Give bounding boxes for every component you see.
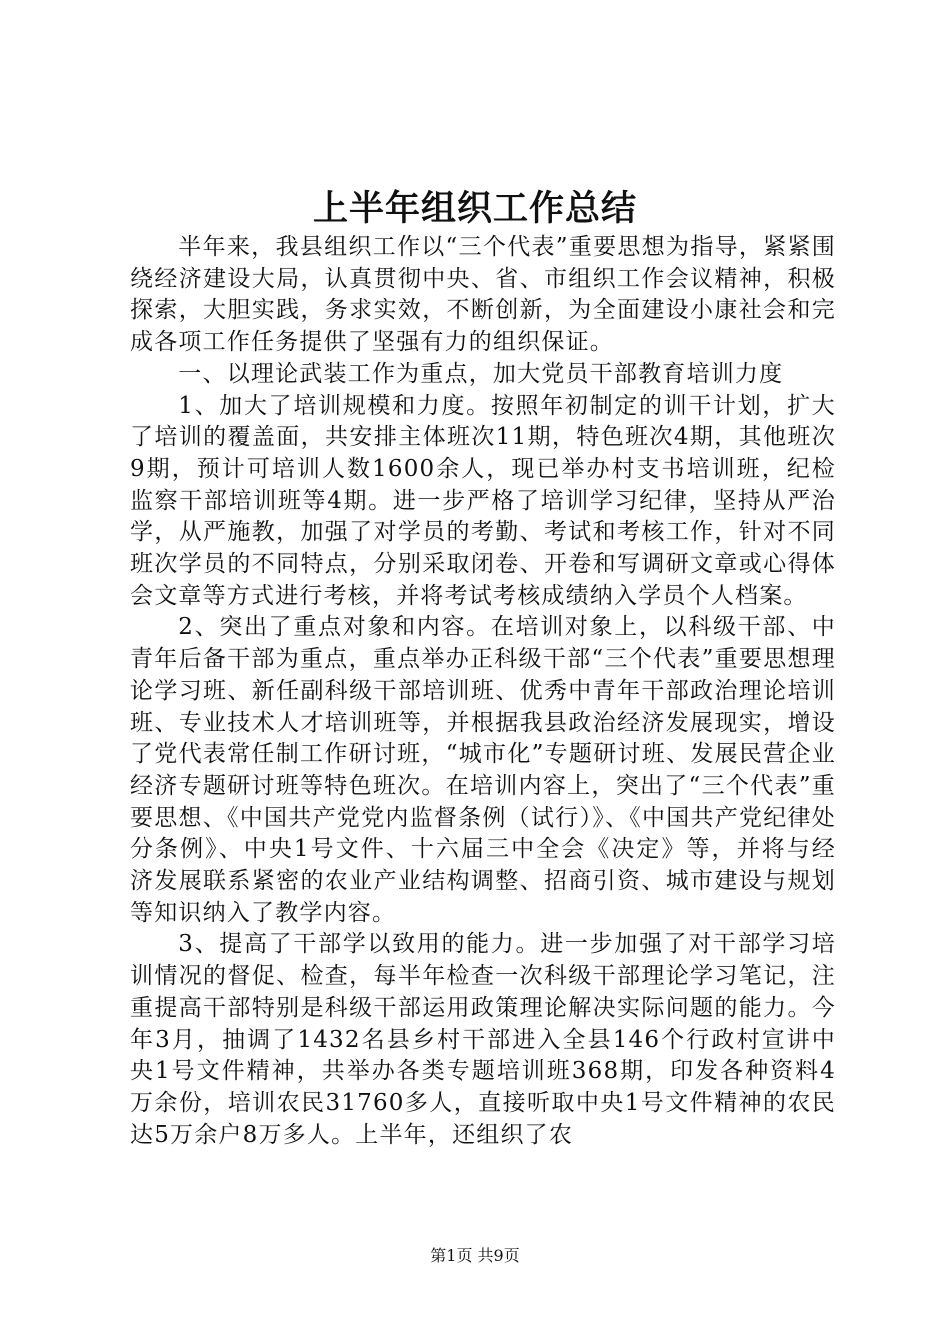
page-total: 共9页	[477, 1246, 520, 1265]
page-number: 第1页	[430, 1246, 473, 1265]
page-footer	[0, 1245, 950, 1267]
section-heading-1: 一、以理论武装工作为重点，加大党员干部教育培训力度	[178, 360, 784, 387]
document-body	[130, 232, 836, 1151]
paragraph-item-2: 2、突出了重点对象和内容。在培训对象上，以科级干部、中青年后备干部为重点，重点举办正科级干部“三个代表”重要思想理论学习班、新任副科级干部培训班、优秀中青年干部政治理论培训班、专业技术人才培训班等，并根据我县政治经济发展现实，增设了党代表常任制工作研讨班，“城市化”专题研讨班、发展民营企业经济专题研讨班等特色班次。在培训内容上，突出了“三个代表”重要思想、《中国共产党党内监督条例（试行）》、《中国共产党纪律处分条例》、中央1号文件、十六届三中全会《决定》等，并将与经济发展联系紧密的农业产业结构调整、招商引资、城市建设与规划等知识纳入了教学内容。	[130, 614, 836, 926]
paragraph-item-1: 1、加大了培训规模和力度。按照年初制定的训干计划，扩大了培训的覆盖面，共安排主体班次11期，特色班次4期，其他班次9期，预计可培训人数1600余人，现已举办村支书培训班，纪检监察干部培训班等4期。进一步严格了培训学习纪律，坚持从严治学，从严施教，加强了对学员的考勤、考试和考核工作，针对不同班次学员的不同特点，分别采取闭卷、开卷和写调研文章或心得体会文章等方式进行考核，并将考试考核成绩纳入学员个人档案。	[130, 392, 836, 609]
paragraph-intro: 半年来，我县组织工作以“三个代表”重要思想为指导，紧紧围绕经济建设大局，认真贯彻中央、省、市组织工作会议精神，积极探索，大胆实践，务求实效，不断创新，为全面建设小康社会和完成各项工作任务提供了坚强有力的组织保证。	[130, 234, 836, 356]
paragraph-item-3: 3、提高了干部学以致用的能力。进一步加强了对干部学习培训情况的督促、检查，每半年检查一次科级干部理论学习笔记，注重提高干部特别是科级干部运用政策理论解决实际问题的能力。今年3月，抽调了1432名县乡村干部进入全县146个行政村宣讲中央1号文件精神，共举办各类专题培训班368期，印发各种资料4万余份，培训农民31760多人，直接听取中央1号文件精神的农民达5万余户8万多人。上半年，还组织了农	[130, 931, 836, 1148]
document-title: 上半年组织工作总结	[312, 188, 637, 229]
